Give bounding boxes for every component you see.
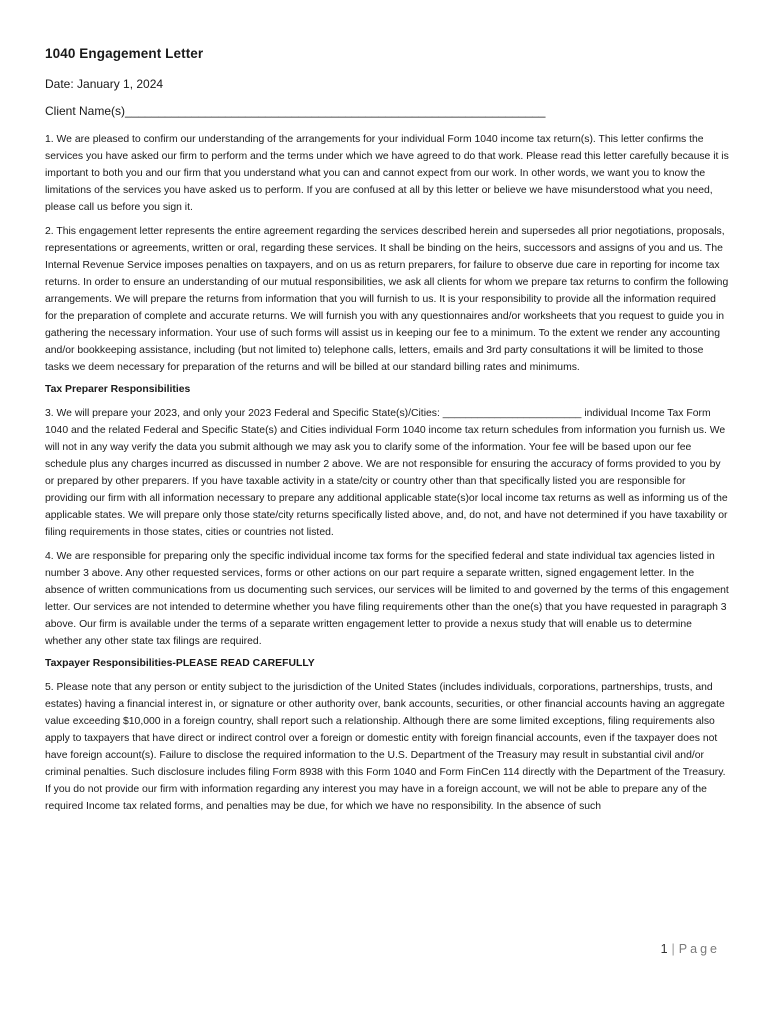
paragraph-3: 3. We will prepare your 2023, and only your 2023 Federal and Specific State(s)/Cities: ________________________ individual Income Tax Form 1040 and the related Federal and Specific State(s) and Cities individual Form 1040 income tax return schedules from information you furnish us. We will not in any way verify the data you submit although we may ask you to clarify some of the information. Your fee will be based upon our fee schedule plus any charges incurred as discussed in number 2 above. We are not responsible for ensuring the accuracy of forms provided to you by or prepared by other preparers. If you have taxable activity in a state/city or country other than that specifically listed you are responsible for providing our firm with all information necessary to prepare any additional applicable state(s)or local income tax returns as well as informing us of the applicable states. We will prepare only those state/city returns specifically listed above, and, do not, and have not determined if you have taxability or filing requirements in those states, cities or countries not listed. <box>45 408 728 538</box>
document-title: 1040 Engagement Letter <box>45 46 204 61</box>
heading-taxpayer-responsibilities: Taxpayer Responsibilities-PLEASE READ CAREFULLY <box>45 658 315 669</box>
paragraph-2: 2. This engagement letter represents the entire agreement regarding the services described herein and supersedes all prior negotiations, proposals, representations or agreements, written or oral, regarding these services. It shall be binding on the heirs, successors and assigns of you and us. The Internal Revenue Service imposes penalties on taxpayers, and on us as return preparers, for failure to observe due care in reporting for income tax returns. In order to ensure an understanding of our mutual responsibilities, we ask all clients for whom we prepare tax returns to confirm the following arrangements. We will prepare the returns from information that you will furnish to us. It is your responsibility to provide all the information required for the preparation of complete and accurate returns. We will furnish you with any questionnaires and/or worksheets that you request to guide you in gathering the necessary information. Your use of such forms will assist us in keeping our fee to a minimum. To the extent we render any accounting and/or bookkeeping assistance, including (but not limited to) telephone calls, letters, emails and 3rd party consultations it will be limited to those tasks we deem necessary for preparation of the returns and will be billed at our standard billing rates and minimums. <box>45 226 729 373</box>
page-footer <box>661 942 720 956</box>
page-separator: | <box>671 942 675 956</box>
page-number: 1 <box>660 942 668 956</box>
paragraph-4: 4. We are responsible for preparing only the specific individual income tax forms for the specified federal and state individual tax agencies listed in number 3 above. Any other requested services, forms or other actions on our part require a separate written, signed engagement letter. In the absence of written communications from us documenting such services, our services will be limited to and governed by the terms of this engagement letter. Our services are not intended to determine whether you have filing requirements other than the one(s) that you have requested in paragraph 3 above. Our firm is available under the terms of a separate written engagement letter to provide a nexus study that will enable us to determine whether any other state tax filings are required. <box>45 551 729 647</box>
paragraph-1: 1. We are pleased to confirm our understanding of the arrangements for your individual Form 1040 income tax return(s). This letter confirms the services you have asked our firm to perform and the terms under which we have agreed to do that work. Please read this letter carefully because it is important to both you and our firm that you understand what you can and cannot expect from our work. In other words, we want you to know the limitations of the services you have asked us to perform. If you are confused at all by this letter or believe we have misunderstood what you need, please call us before you sign it. <box>45 134 729 213</box>
paragraph-5: 5. Please note that any person or entity subject to the jurisdiction of the United States (includes individuals, corporations, partnerships, trusts, and estates) having a financial interest in, or signature or other authority over, bank accounts, securities, or other financial accounts having an aggregate value exceeding $10,000 in a foreign country, shall report such a relationship. Although there are some limited exceptions, filing requirements also apply to taxpayers that have direct or indirect control over a foreign or domestic entity with foreign financial accounts, even if the taxpayer does not have foreign account(s). Failure to disclose the required information to the U.S. Department of the Treasury may result in substantial civil and/or criminal penalties. Such disclosure includes filing Form 8938 with this Form 1040 and Form FinCen 114 directly with the Department of the Treasury. If you do not provide our firm with information regarding any interest you may have in a foreign account, we will not be able to prepare any of the required Income tax related forms, and penalties may be due, for which we have no responsibility. In the absence of such <box>45 682 726 812</box>
heading-tax-preparer-responsibilities: Tax Preparer Responsibilities <box>45 384 191 395</box>
client-name-line: Client Name(s)_______________________________________________________________ <box>45 104 546 118</box>
document-page <box>45 46 729 822</box>
date-line: Date: January 1, 2024 <box>45 77 164 91</box>
page-word: Page <box>678 942 720 956</box>
